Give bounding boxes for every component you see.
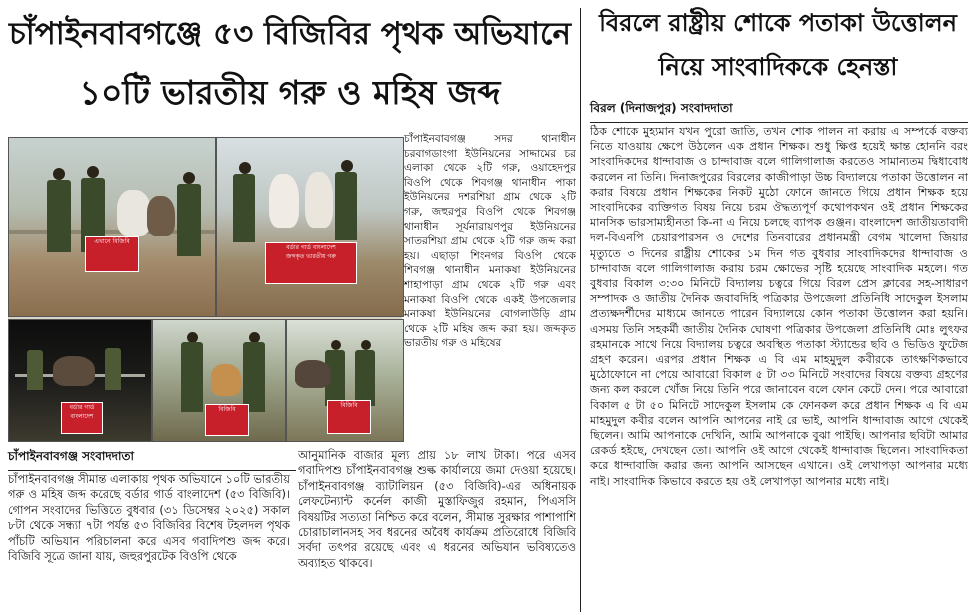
right-article-body: ঠিক শোকে মুহ্যমান যখন পুরো জাতি, তখন শোক পালন না করায় এ সম্পর্কে বক্তব্য নিতে যাওয়ায় ক্ষেপে উঠলেন এক প্রধান শিক্ষক। শুধু ক্ষিপ্ত হয়েই ক্ষান্ত হোননি বরং সাংবাদিকদের ধান্দাবাজ ও চান্দাবাজ বলে গালিগালাজ করতেও সামান্যতম দ্বিধাবোধ করলেন না তিনি। দিনাজপুরের বিরলের কাজীপাড়া উচ্চ বিদ্যালয়ে পতাকা উত্তোলন না করার বিষয়ে প্রধান শিক্ষকের নিকট মুঠো ফোনে জানতে গিয়ে প্রধান শিক্ষক হয়ে সাংবাদিকের ব্যক্তিগত বিষয় নিয়ে চরম ঔদ্ধত্যপূর্ণ কথোপকথন ওই প্রধান শিক্ষকের মানসিক ভারসাম্যহীনতা কি-না এ নিয়ে চলছে ব্যাপক গুঞ্জন। বাংলাদেশ জাতীয়তাবাদী দল-বিএনপি চেয়ারপারসন ও দেশের তিনবারের প্রধানমন্ত্রী বেগম খালেদা জিয়ার মৃত্যুতে ৩ দিনের রাষ্ট্রীয় শোকের ১ম দিন গত বুধবার সাংবাদিকদের ধান্দাবাজ ও চান্দাবাজ বলে গালিগালাজ করায় চরম ক্ষোভের সৃষ্টি হয়েছে সাংবাদিক মহলে। গত বুধবার বিকাল ৩:৩০ মিনিটে বিদ্যালয় চত্বরে গিয়ে বিরল প্রেস ক্লাবের সহ-সাধারণ সম্পাদক ও জাতীয় দৈনিক জবাবদিহি পত্রিকার উপজেলা প্রতিনিধি সাদেকুল ইসলাম প্রত্যক্ষদর্শীদের মাধ্যমে জানতে পারেন বিদ্যালয়ে কোন পতাকা উত্তোলন করা হয়নি। এসময় তিনি সহকর্মী জাতীয় দৈনিক ঘোষণা পত্রিকার উপজেলা প্রতিনিধি মোঃ লুৎফর রহমানকে সাথে নিয়ে বিদ্যালয় চত্বরে অবস্থিত পতাকা স্ট্যান্ডের ছবি ও ভিডিও ফুটেজ গ্রহণ করেন। এরপর প্রধান শিক্ষক এ বি এম মাহমুদুল কবীরকে তাৎক্ষণিকভাবে মুঠোফোনে না পেয়ে আবারো বিকাল ৫ টা ৩৩ মিনিটে সংবাদের বিষয়ে বক্তব্য গ্রহণের জন্য কল করলে খোঁজ নিয়ে তিনি পরে জানাবেন বলে ফোন কেটে দেন। পরে আবারো বিকাল ৫ টা ৫০ মিনিটে সাদেকুল ইসলাম কে ফোনকল করে প্রধান শিক্ষক এ বি এম মাহমুদুল কবীর বলেন আপনি আপনের নাই রে ভাই, আপনি ধান্দাবাজ আগে থেকেই ছিলেন। আমি আপনাকে দেখিনি, আমি আপনাকে বুঝা পাইছি। আপনার ছবিটা আমার রেকর্ড হইছে, দেখছেন তো। আপনি ওই আগে থেকেই ধান্দাবাজ ছিলেন। সাংবাদিকতা করে ধান্দাবাজি করার জন্য আপনি আসছেন এখানে। ওই লেখাপড়া আপনার মধ্যে নাই। সাংবাদিক কিভাবে করতে হয় ওই লেখাপড়া আপনার মধ্যে নাই।: [590, 125, 968, 488]
sign-text: বিজিবি: [340, 402, 358, 409]
photo-bgb-cattle-5: [286, 319, 404, 442]
column-divider: [580, 8, 581, 612]
photo-bgb-cattle-1: [8, 137, 216, 317]
left-article-side-column: চাঁপাইনবাবগঞ্জ সদর থানাধীন চরবাগডাংগা ইউনিয়নের সাদ্দামের চর এলাকা থেকে ২টি গরু, ওয়াহেদপুর বিওপি থেকে শিবগঞ্জ থানাধীন পাকা ইউনিয়নের দশরশিয়া গ্রাম থেকে ২টি গরু, জহুরপুর বিওপি থেকে শিবগঞ্জ থানাধীন সূর্যনারায়ণপুর ইউনিয়নের সাতরশিয়া গ্রাম থেকে ২টি গরু জব্দ করা হয়। এছাড়া শিংনগর বিওপি থেকে শিবগঞ্জ থানাধীন মনাকষা ইউনিয়নের শাহাপাড়া গ্রাম থেকে ২টি গরু এবং মনাকষা বিওপি থেকে একই উপজেলার মনাকষা ইউনিয়নের বোগলাউড়ি গ্রাম থেকে ২টি মহিষ জব্দ করা হয়। জব্দকৃত ভারতীয় গরু ও মহিষের: [404, 133, 576, 350]
photo-bgb-cattle-2: [216, 137, 404, 317]
left-article-column-1: চাঁপাইনবাবগঞ্জ সীমান্ত এলাকায় পৃথক অভিযানে ১০টি ভারতীয় গরু ও মহিষ জব্দ করেছে বর্ডার গার্ড বাংলাদেশ (৫৩ বিজিবি)। গোপন সংবাদের ভিত্তিতে বুধবার (৩১ ডিসেম্বর ২০২৫) সকাল ৮টা থেকে সন্ধ্যা ৭টা পর্যন্ত ৫৩ বিজিবির বিশেষ টহলদল পৃথক পাঁচটি অভিযান পরিচালনা করে এসব গবাদিপশু জব্দ করে। বিজিবি সূত্রে জানা যায়, জহুরপুরটেক বিওপি থেকে: [8, 472, 290, 564]
photo-sign: [61, 402, 103, 434]
right-article-byline: বিরল (দিনাজপুর) সংবাদদাতা: [590, 100, 968, 123]
photo-collage: [8, 137, 402, 440]
photo-sign: [327, 400, 371, 434]
left-headline-line1: চাঁপাইনবাবগঞ্জে ৫৩ বিজিবির পৃথক অভিযানে: [9, 16, 571, 52]
right-headline-line1: বিরলে রাষ্ট্রীয় শোকে পতাকা উত্তোলন: [599, 8, 957, 37]
photo-bgb-cattle-3: [8, 319, 152, 442]
sign-text: বিজিবি: [218, 406, 236, 413]
sign-text: বর্ডার গার্ড বাংলাদেশ: [286, 244, 336, 251]
left-article-column-2: আনুমানিক বাজার মূল্য প্রায় ১৮ লাখ টাকা। পরে এসব গবাদিপশু চাঁপাইনবাবগঞ্জ শুল্ক কার্যালয়ে জমা দেওয়া হয়েছে। চাঁপাইনবাবগঞ্জ ব্যাটালিয়ন (৫৩ বিজিবি)-এর অধিনায়ক লেফটেন্যান্ট কর্নেল কাজী মুস্তাফিজুর রহমান, পিএসসি বিষয়টির সত্যতা নিশ্চিত করে বলেন, সীমান্ত সুরক্ষার পাশাপাশি চোরাচালানসহ সব ধরনের অবৈধ কার্যক্রম প্রতিরোধে বিজিবি সর্বদা তৎপর রয়েছে এবং এ ধরনের অভিযান ভবিষ্যতেও অব্যাহত থাকবে।: [298, 448, 576, 570]
left-article-byline: চাঁপাইনবাবগঞ্জ সংবাদদাতা: [8, 448, 296, 471]
left-headline-line2: ১০টি ভারতীয় গরু ও মহিষ জব্দ: [79, 73, 501, 112]
sign-text: এখানে বিজিবি: [94, 238, 130, 245]
photo-sign: [85, 236, 139, 272]
right-headline-line2: নিয়ে সাংবাদিককে হেনস্তা: [658, 52, 898, 81]
photo-bgb-cattle-4: [152, 319, 286, 442]
photo-sign: [265, 242, 357, 284]
photo-sign: [205, 404, 249, 436]
sign-text: বর্ডার গার্ড বাংলাদেশ: [69, 404, 95, 420]
sign-text: জব্দকৃত ভারতীয় গরু: [286, 253, 336, 260]
